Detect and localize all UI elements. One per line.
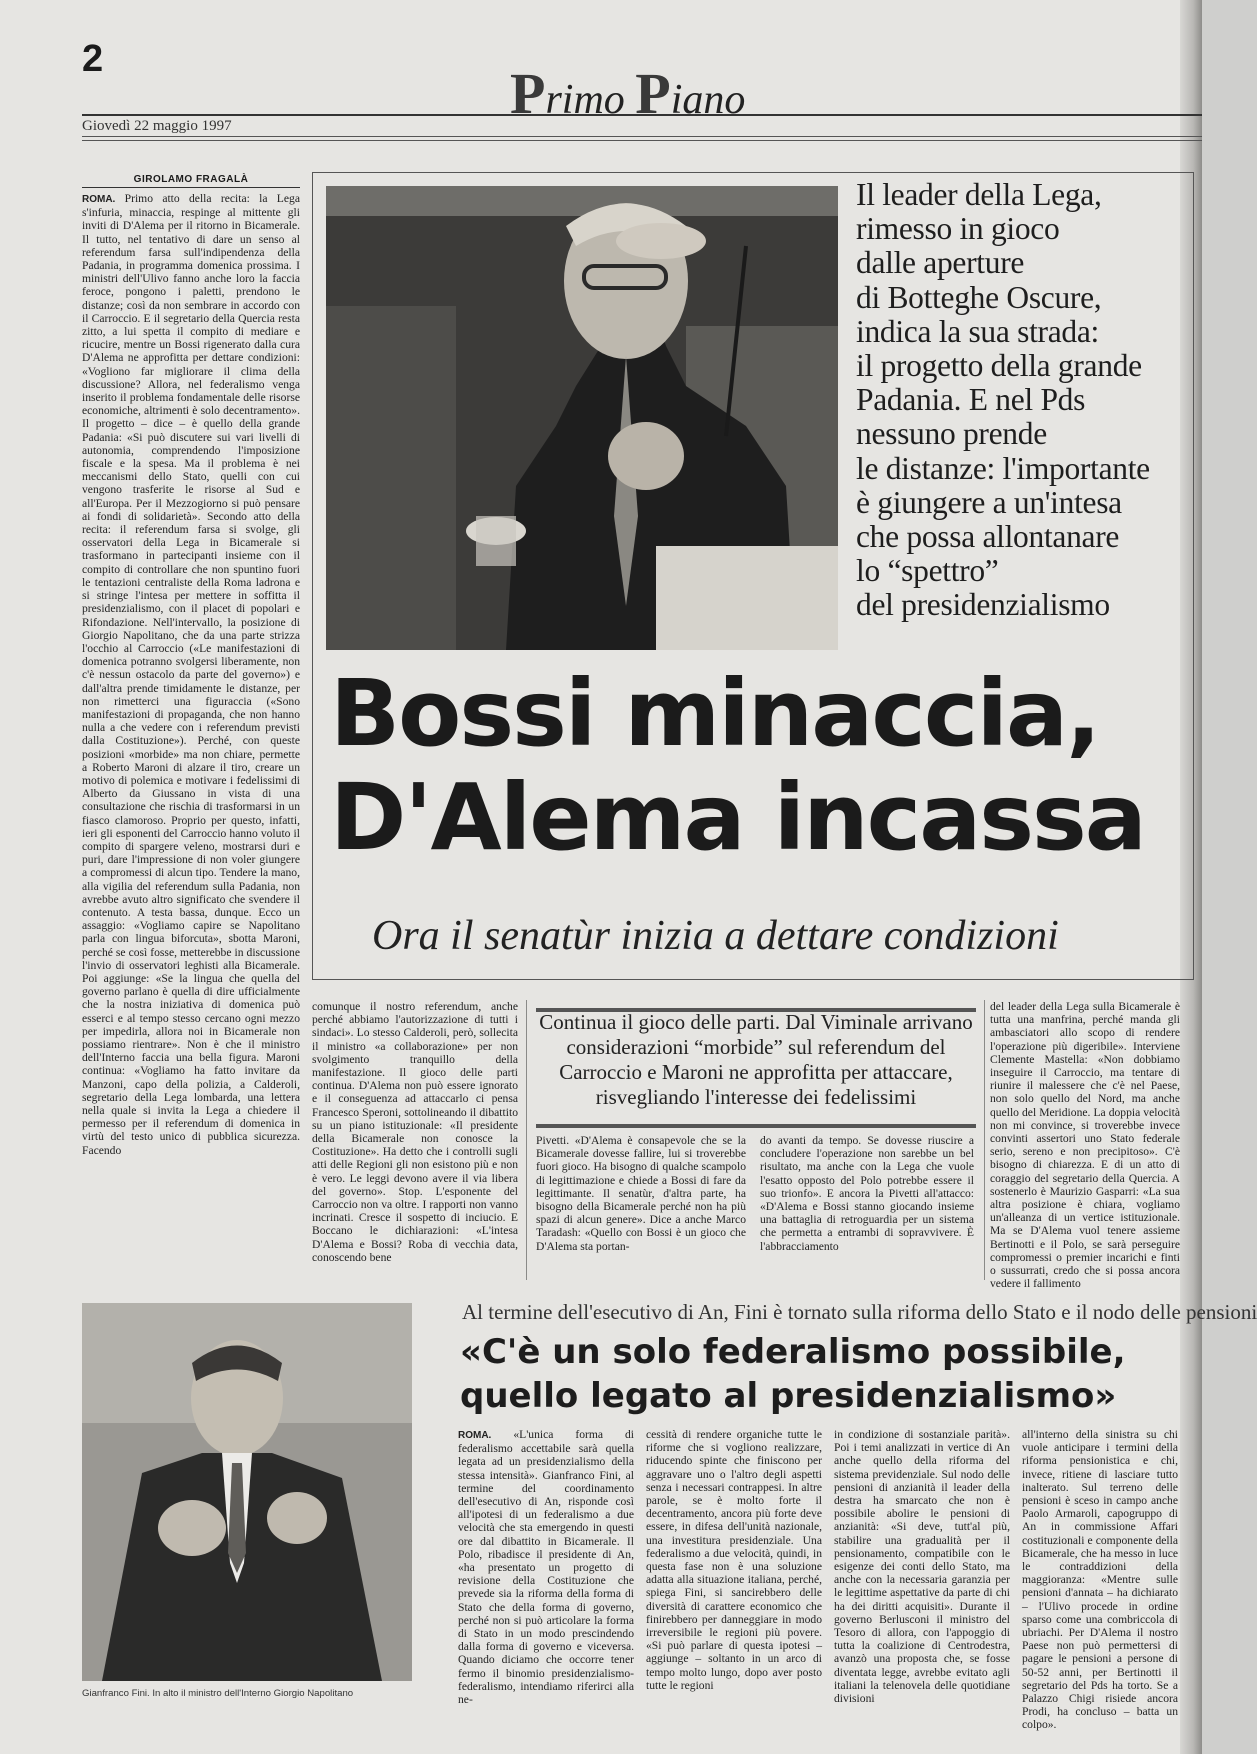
- article-column-5: del leader della Lega sulla Bicamerale è tutta una manfrina, perché manda gli ambasciatori allo scopo di rendere l'operazione più digeribile». Interviene Clemente Mastella: «Non dobbiamo inseguire il Carroccio, ma tentare di riunire il malessere che c'è nel Paese, non solo quello del Nord, ma anche quello del Meridione. La doppia velocità non mi convince, si troverebbe invece convinti assertori uno Stato federale serio, sereno e non precipitoso». C'è bisogno di chiarezza. E di un atto di coraggio del segretario della Quercia. A sostenerlo è Maurizio Gasparri: «La sua altra posizione è chiara, vogliamo un'alleanza di un vertice istituzionale. Ma se D'Alema vuol tenere assieme Bertinotti e il Polo, se sarà perseguire compromessi o premier incarichi e finti o sussurrati, credo che si possa ancora vedere il fallimento: [990, 1000, 1180, 1291]
- second-article-lead: «L'unica forma di federalismo accettabile sarà quella legata ad un presidenzialismo della stessa intensità». Gianfranco Fini, al termine del coordinamento dell'esecutivo di An, risponde così all'ipotesi di un federalismo a due velocità che sta emergendo in questi ore dal dibattito in Bicamerale. Il Polo, ribadisce il presidente di An, «ha presentato un progetto di revisione della Costituzione che prevede sia la riforma della forma di Stato che della forma di governo, perché non si può articolare la forma di Stato in un modo prescindendo dalla forma di governo e viceversa. Quando diciamo che occorre tener fermo il binomio presidenzialismo-federalismo, intendiamo riferirci alla ne-: [458, 1428, 634, 1707]
- section-word-2: iano: [670, 77, 746, 123]
- article-lead-text: Primo atto della recita: la Lega s'infuria, minaccia, respinge al mittente gli inviti di D'Alema per il ritorno in Bicamerale. Il tutto, nel tentativo di dare un senso al referendum farsa sull'indipendenza della Padania, in programma domenica prossima. I ministri dell'Ulivo fanno anche loro la faccia feroce, pongono i paletti, prendono le distanze; così da non sembrare in accordo con il Carroccio. E il segretario della Quercia resta zitto, a lui spetta il compito di mediare e ricucire, mentre un Bossi rigenerato dalla cura D'Alema ne approfitta per dettare condizioni: «Vogliono far migliorare il clima della discussione? Allora, nel federalismo venga inserito il problema fondamentale delle risorse economiche, altrimenti è solo decentramento». Il progetto – dice – è quello della grande Padania: «Si può discutere sui vari livelli di autonomia, comprendendo l'imposizione fiscale e la spesa. Ma il problema è nei meccanismi dello Stato, quelli con cui vengono trasferite le risorse al Sud e all'Europa. Per il Mezzogiorno si può pensare ai fondi di solidarietà». Secondo atto della recita: il referendum farsa si svolge, gli osservatori della Lega in Bicamerale si trasformano in partecipanti insieme con il compito di controllare che non spuntino fuori le tentazioni centraliste della Roma ladrona e si stringe l'intesa per mettere in soffitta il presidenzialismo, con il placet di popolari e Rifondazione. Nell'intervallo, la posizione di Giorgio Napolitano, che da una parte strizza l'occhio al Carroccio («Le manifestazioni di domenica potranno svolgersi liberamente, non c'è nessun ostacolo da parte del governo») e dall'altra prende timidamente le distanze, per non rimetterci una figuraccia («Sono manifestazioni di propaganda, che non hanno nulla a che vedere con i referendum previsti dalla Costituzione»). Perché, con queste posizioni «morbide» ma non chiare, permette a Roberto Maroni di alzare il tiro, creare un motivo di polemica e motivare i fedelissimi di Alberto da Giussano in vista di una consultazione che rischia di trasformarsi in un fiasco clamoroso. Proprio per questo, infatti, ieri gli esponenti del Carroccio hanno voluto il compito di spargere veleno, mostrarsi duri e puri, dare l'impressione di non voler giungere a compromessi di alcun tipo. Tendere la mano, alla vigilia del referendum sulla Padania, non avrebbe avuto altro significato che svendere il contenuto. A testa bassa, dunque. Ecco un assaggio: «Vogliamo capire se Napolitano parla con lingua biforcuta», sbotta Maroni, perché se così fosse, metterebbe in discussione l'invio di osservatori leghisti alla Bicamerale. Poi aggiunge: «Se la lingua che quella del governo parlano è quella di dire ufficialmente che la nostra iniziativa di domenica può esserci e al tempo stesso cercano ogni mezzo per impedirla, allora noi in Bicamerale non possiamo rientrare». Non è che il ministro dell'Interno faccia una bella figura. Maroni continua: «Vogliamo ha fatto invitare da Manzoni, capo della polizia, a Calderoli, segretario della Lega lombarda, una lettera nella quale si invita la Lega a chiedere il permesso per il referendum di domenica in virtù del testo unico di pubblica sicurezza. Facendo: [82, 192, 300, 1157]
- summary-line: Padania. E nel Pds: [856, 382, 1086, 418]
- section-title: [510, 60, 745, 127]
- second-article-column-4: all'interno della sinistra su chi vuole anticipare i termini della riforma pensionistica e chi, invece, ritiene di lasciare tutto inalterato. Sul terreno delle pensioni è sceso in campo anche Paolo Armaroli, capogruppo di An in commissione Affari costituzionali e componente della Bicamerale, che ha messo in luce le contraddizioni della maggioranza: «Mentre sulle pensioni d'annata – ha dichiarato – l'Ulivo procede in ordine sparso come una combriccola di ubriachi. Per D'Alema il nostro Paese non può permettersi di pagare le pensioni a persone di 50-52 anni, per Bertinotti il segretario del Pds ha torto. Se a Palazzo Chigi risiede ancora Prodi, ha concluso – batta un colpo».: [1022, 1428, 1178, 1732]
- portrait-illustration: [82, 1303, 412, 1681]
- summary-line: il progetto della grande: [856, 348, 1142, 384]
- portrait-illustration: [326, 186, 838, 650]
- summary-line: di Botteghe Oscure,: [856, 279, 1102, 315]
- headline-line: D'Alema incassa: [330, 764, 1145, 871]
- summary-line: dalle aperture: [856, 245, 1025, 281]
- summary-line: che possa allontanare: [856, 519, 1120, 555]
- article-column-1: [82, 192, 300, 1268]
- header-rule: [82, 140, 1202, 141]
- page-number: 2: [82, 38, 104, 80]
- article-column-2: comunque il nostro referendum, anche perché abbiamo l'autorizzazione di tutti i sindaci». Lo stesso Calderoli, però, sollecita il ministro «a collaborazione» per non svolgimento tranquillo della manifestazione. Il gioco delle parti continua. D'Alema non può essere ignorato e il conseguenza ad attaccarlo ci pensa Francesco Speroni, sottolineando il dibattito su un piano istituzionale: «Il presidente della Bicamerale non conosce la Costituzione». Ha detto che i controlli sugli atti delle Regioni gli non esistono più e non è vero. Le leggi devono avere il via libera del governo». Stop. L'esponente del Carroccio non va oltre. I rapporti non vanno incrinati. Cresce il sospetto di inciucio. E Boccano le dichiarazioni: «L'intesa D'Alema e Bossi? Roba di vecchia data, conoscendo bene: [312, 1000, 518, 1264]
- main-headline: [330, 662, 1200, 870]
- second-article-column-3: in condizione di sostanziale parità». Poi i temi analizzati in vertice di An anche quello della riforma del sistema previdenziale. Sul nodo delle pensioni di anzianità il leader della destra ha smarcato che non è possibile abolire le pensioni di anzianità: «Si deve, tutt'al più, stabilire una gradualità per il pensionamento, compatibile con le esigenze dei conti dello Stato, ma anche con la necessaria garanzia per le legittime aspettative da parte di chi ha dei diritti acquisiti». Durante il governo Berlusconi il ministro del Tesoro di allora, con l'appoggio di tutta la coalizione di Centrodestra, avanzò una proposta che, se fosse diventata legge, avrebbe evitato agli italiani la telenovela delle quotidiane divisioni: [834, 1428, 1010, 1706]
- article-column-3: Pivetti. «D'Alema è consapevole che se la Bicamerale dovesse fallire, lui si troverebbe fuori gioco. Ha bisogno di qualche scampolo di legittimazione e chiede a Bossi di fare da legittimante. Il senatùr, d'altra parte, ha bisogno della Bicamerale perché non ha più spazi di alcun genere». Dice a anche Marco Taradash: «Quello con Bossi è un gioco che D'Alema sta portan-: [536, 1134, 746, 1253]
- summary-line: è giungere a un'intesa: [856, 484, 1122, 520]
- summary-line: rimesso in gioco: [856, 211, 1060, 247]
- photo-caption: Gianfranco Fini. In alto il ministro dell'Interno Giorgio Napolitano: [82, 1688, 354, 1699]
- fini-photo: [82, 1303, 412, 1681]
- headline-line: «C'è un solo federalismo possibile,: [460, 1332, 1126, 1372]
- summary-line: del presidenzialismo: [856, 587, 1110, 623]
- second-article-column-2: cessità di rendere organiche tutte le riforme che si vogliono realizzare, riducendo spinte che finiscono per aggravare uno o l'altro degli aspetti senza i necessari contrappesi. In altre parole, se è molto forte il decentramento, ancora più forte deve essere, in difesa dell'unità nazionale, una investitura presidenziale. Una federalismo a due velocità, quindi, in questa fase non è una soluzione adatta alla situazione italiana, perché, spiega Fini, si sancirebbero delle diversità di carattere economico che finirebbero per danneggiare in modo irreversibile le regioni più povere. «Si può parlare di questa ipotesi – aggiunge – soltanto in un arco di tempo molto lungo, dopo aver posto tutte le regioni: [646, 1428, 822, 1692]
- summary-line: lo “spettro”: [856, 553, 999, 589]
- summary-line: le distanze: l'importante: [856, 450, 1150, 486]
- article-summary: [856, 178, 1192, 623]
- summary-line: indica la sua strada:: [856, 313, 1099, 349]
- subheadline: Ora il senatùr inizia a dettare condizioni: [372, 913, 1059, 959]
- napolitano-photo: [326, 186, 838, 650]
- section-initial-2: P: [635, 61, 671, 126]
- headline-line: quello legato al presidenzialismo»: [460, 1376, 1117, 1416]
- dateline: ROMA.: [82, 194, 116, 205]
- section-word-1: rimo: [545, 77, 625, 123]
- column-divider: [984, 1000, 985, 1280]
- article-column-4: do avanti da tempo. Se dovesse riuscire a concludere l'operazione non sarebbe un bel risultato, ma anche con la Lega che vuole l'esatto opposto del Polo potrebbe essere il suo trionfo». E ancora la Pivetti all'attacco: «D'Alema e Bossi stanno giocando insieme una battaglia di retroguardia per un sistema che permetta a entrambi di sopravvivere. È l'abbracciamento: [760, 1134, 974, 1253]
- summary-line: nessuno prende: [856, 416, 1047, 452]
- second-article-headline: [460, 1330, 1126, 1418]
- headline-line: Bossi minaccia,: [330, 660, 1100, 767]
- pull-quote-rule: [536, 1124, 976, 1128]
- dateline: ROMA.: [458, 1430, 492, 1441]
- second-article-kicker: Al termine dell'esecutivo di An, Fini è tornato sulla riforma dello Stato e il nodo delle pensioni: [462, 1300, 1257, 1324]
- second-article-column-1: [458, 1428, 634, 1742]
- byline: GIROLAMO FRAGALÀ: [82, 174, 300, 188]
- summary-line: Il leader della Lega,: [856, 177, 1102, 212]
- header-rule: [82, 114, 1202, 116]
- column-divider: [526, 1000, 527, 1280]
- issue-date: Giovedì 22 maggio 1997: [82, 118, 232, 134]
- pull-quote: Continua il gioco delle parti. Dal Viminale arrivano considerazioni “morbide” sul referendum del Carroccio e Maroni ne approfitta per attaccare, risvegliando l'interesse dei fedelissimi: [539, 1010, 973, 1109]
- header-rule: [82, 136, 1202, 137]
- section-initial-1: P: [510, 61, 546, 126]
